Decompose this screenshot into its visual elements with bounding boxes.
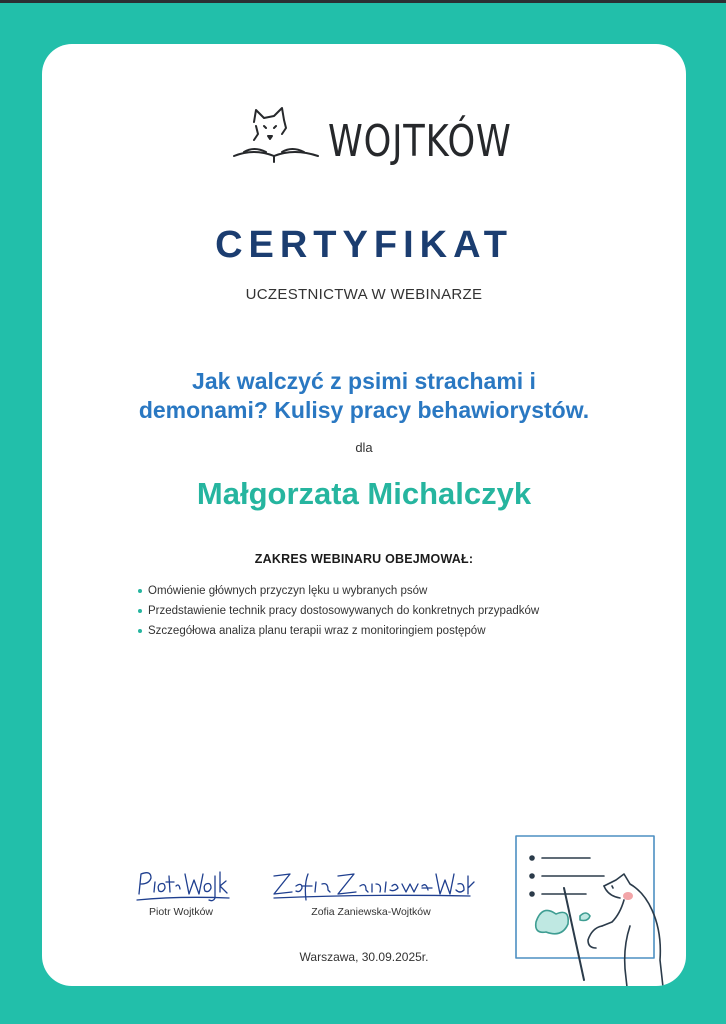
webinar-title-line-2: demonami? Kulisy pracy behawiorystów. <box>138 397 590 423</box>
top-edge-bar <box>0 0 726 3</box>
dog-reading-book-icon <box>230 104 322 170</box>
handwritten-signature-piotr <box>129 862 233 906</box>
list-item <box>138 601 539 621</box>
bullet-icon <box>138 629 142 633</box>
scope-list <box>138 581 539 641</box>
bullet-icon <box>138 609 142 613</box>
list-item-text: Szczegółowa analiza planu terapii wraz z monitoringiem postępów <box>148 625 486 637</box>
signature-block-piotr <box>126 862 236 918</box>
webinar-title-line-1: Jak walczyć z psimi strachami i <box>192 368 536 394</box>
brand-name: WOJTKÓW <box>328 116 512 167</box>
webinar-title <box>82 367 646 425</box>
place-and-date: Warszawa, 30.09.2025r. <box>299 950 429 964</box>
participant-name: Małgorzata Michalczyk <box>196 476 532 511</box>
scope-heading: ZAKRES WEBINARU OBEJMOWAŁ: <box>254 552 474 566</box>
certificate-card <box>42 44 686 986</box>
list-item-text: Przedstawienie technik pracy dostosowywanych do konkretnych przypadków <box>148 605 540 617</box>
signatory-name: Piotr Wojtków <box>149 906 213 918</box>
handwritten-signature-zofia <box>264 862 478 906</box>
list-item <box>138 621 539 641</box>
list-item-text: Omówienie głównych przyczyn lęku u wybranych psów <box>148 585 428 597</box>
certificate-subtitle: UCZESTNICTWA W WEBINARZE <box>245 286 483 303</box>
certificate-title: CERTYFIKAT <box>215 224 513 266</box>
dog-with-pointer-at-whiteboard-icon <box>512 830 686 986</box>
list-item <box>138 581 539 601</box>
bullet-icon <box>138 589 142 593</box>
signatory-name: Zofia Zaniewska-Wojtków <box>311 906 431 918</box>
brand-logo <box>230 104 512 174</box>
signature-block-zofia <box>256 862 486 918</box>
for-label: dla <box>355 440 373 455</box>
